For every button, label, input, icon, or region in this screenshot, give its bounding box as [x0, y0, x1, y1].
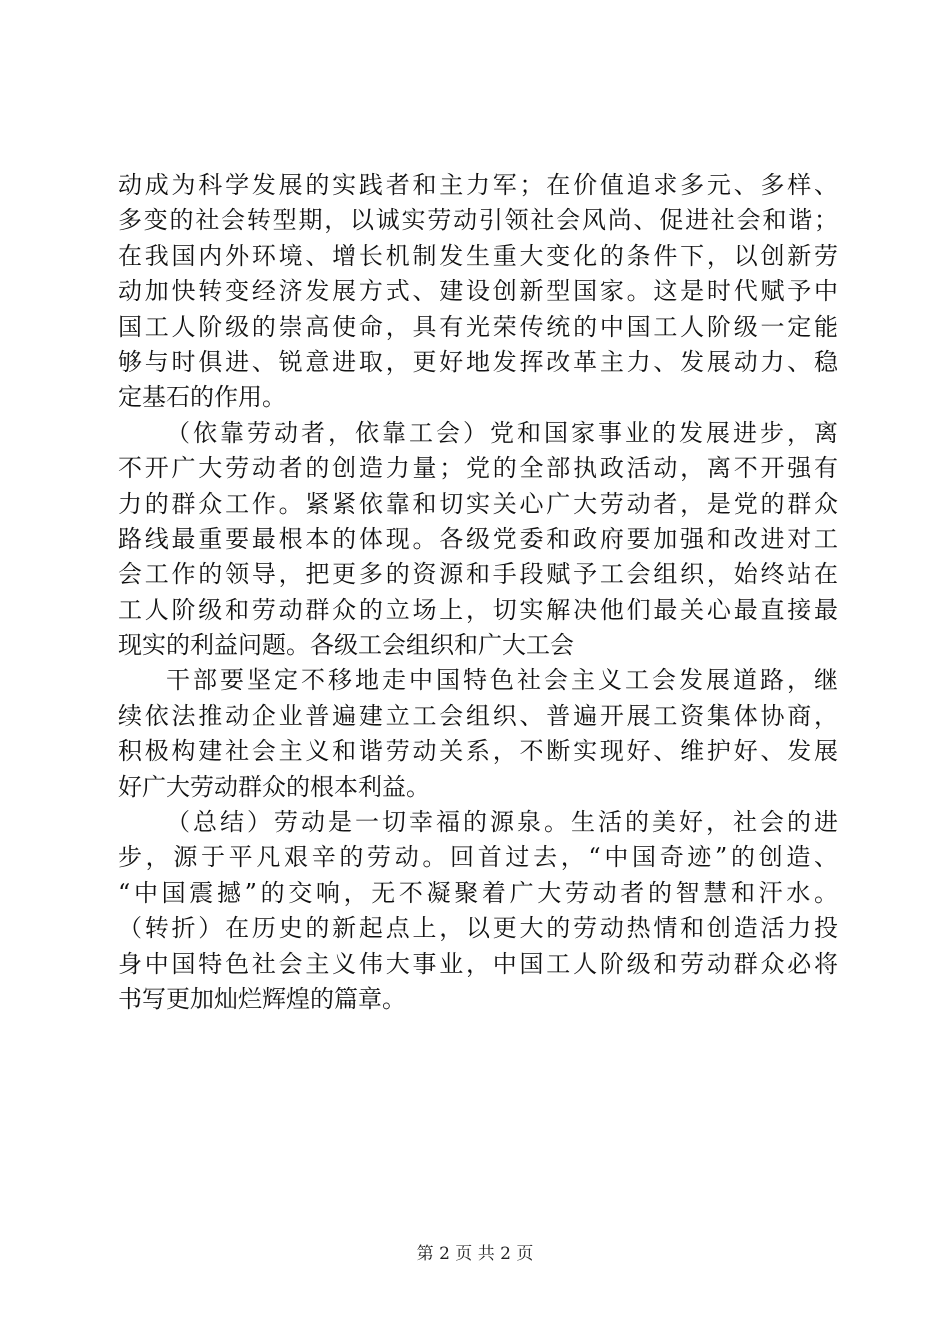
text-line: （依靠劳动者，依靠工会）党和国家事业的发展进步，离 — [166, 418, 838, 447]
text-line: 身中国特色社会主义伟大事业，中国工人阶级和劳动群众必将 — [118, 949, 838, 978]
text-line: 多变的社会转型期，以诚实劳动引领社会风尚、促进社会和谐； — [118, 206, 838, 235]
text-line: 定基石的作用。 — [118, 383, 286, 412]
text-line: “中国震撼”的交响，无不凝聚着广大劳动者的智慧和汗水。 — [118, 878, 838, 907]
text-line: 会工作的领导，把更多的资源和手段赋予工会组织，始终站在 — [118, 560, 838, 589]
text-line: 动加快转变经济发展方式、建设创新型国家。这是时代赋予中 — [118, 277, 838, 306]
text-line: 干部要坚定不移地走中国特色社会主义工会发展道路，继 — [166, 666, 838, 695]
text-line: 够与时俱进、锐意进取，更好地发挥改革主力、发展动力、稳 — [118, 347, 838, 376]
text-line: 现实的利益问题。各级工会组织和广大工会 — [118, 631, 574, 660]
text-line: 步，源于平凡艰辛的劳动。回首过去，“中国奇迹”的创造、 — [118, 843, 838, 872]
page-footer — [0, 1243, 950, 1265]
text-line: （转折）在历史的新起点上，以更大的劳动热情和创造活力投 — [118, 914, 838, 943]
text-line: 工人阶级和劳动群众的立场上，切实解决他们最关心最直接最 — [118, 595, 838, 624]
text-line: 国工人阶级的崇高使命，具有光荣传统的中国工人阶级一定能 — [118, 312, 838, 341]
text-line: 积极构建社会主义和谐劳动关系，不断实现好、维护好、发展 — [118, 737, 838, 766]
text-line: 不开广大劳动者的创造力量；党的全部执政活动，离不开强有 — [118, 454, 838, 483]
text-line: 动成为科学发展的实践者和主力军；在价值追求多元、多样、 — [118, 171, 838, 199]
text-line: 力的群众工作。紧紧依靠和切实关心广大劳动者，是党的群众 — [118, 489, 838, 518]
text-line: 路线最重要最根本的体现。各级党委和政府要加强和改进对工 — [118, 524, 838, 553]
page-number: 第 2 页 共 2 页 — [416, 1244, 534, 1264]
text-line: （总结）劳动是一切幸福的源泉。生活的美好，社会的进 — [166, 808, 838, 837]
text-line: 续依法推动企业普遍建立工会组织、普遍开展工资集体协商， — [118, 701, 838, 730]
text-line: 在我国内外环境、增长机制发生重大变化的条件下，以创新劳 — [118, 241, 838, 270]
text-line: 书写更加灿烂辉煌的篇章。 — [118, 984, 406, 1013]
body-text — [118, 168, 838, 1017]
text-line: 好广大劳动群众的根本利益。 — [118, 772, 430, 801]
